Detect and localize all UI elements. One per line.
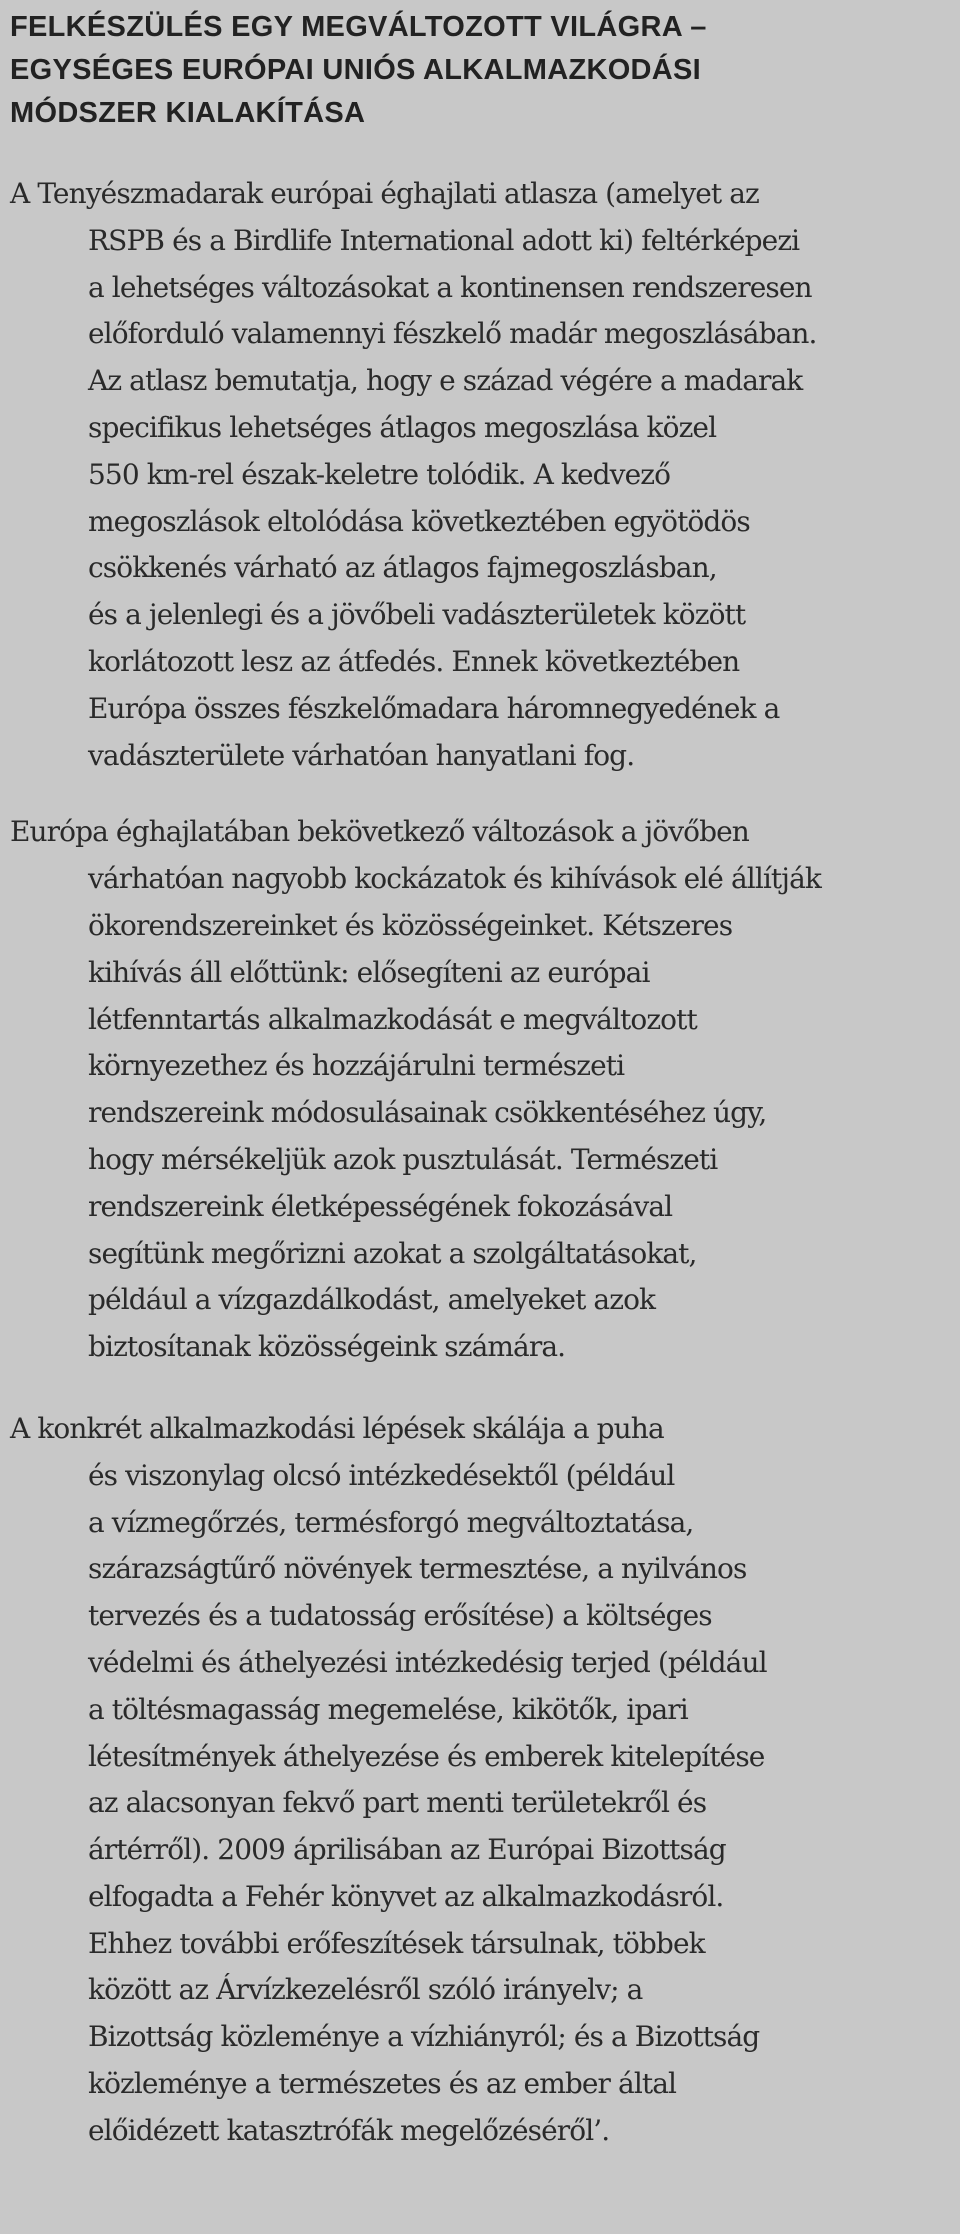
paragraph-bird-atlas xyxy=(10,171,960,779)
paragraph-line: között az Árvízkezelésről szóló irányelv; a xyxy=(88,1973,643,2007)
paragraph-line: Bizottság közleménye a vízhiányról; és a Bizottság xyxy=(88,2020,760,2054)
paragraph-line: ártérről). 2009 áprilisában az Európai Bizottság xyxy=(88,1833,726,1867)
section-heading xyxy=(10,6,960,135)
paragraph-line: szárazságtűrő növények termesztése, a nyilvános xyxy=(88,1552,747,1586)
paragraph-line: rendszereink életképességének fokozásával xyxy=(88,1189,673,1223)
heading-line: MÓDSZER KIALAKÍTÁSA xyxy=(10,97,366,129)
paragraph-line: megoszlások eltolódása következtében egyötödös xyxy=(88,504,750,538)
paragraph-line: korlátozott lesz az átfedés. Ennek következtében xyxy=(88,644,740,678)
paragraph-line: és viszonylag olcsó intézkedésektől (például xyxy=(88,1458,675,1492)
paragraph-line: létfenntartás alkalmazkodását e megváltozott xyxy=(88,1002,697,1036)
paragraph-line: rendszereink módosulásainak csökkentéséhez úgy, xyxy=(88,1096,767,1130)
heading-line: EGYSÉGES EURÓPAI UNIÓS ALKALMAZKODÁSI xyxy=(10,54,702,86)
paragraph-line: A Tenyészmadarak európai éghajlati atlasza (amelyet az xyxy=(10,177,759,210)
paragraph-line: Az atlasz bemutatja, hogy e század végére a madarak xyxy=(88,364,803,398)
paragraph-line: ökorendszereinket és közösségeinket. Kétszeres xyxy=(88,908,733,942)
paragraph-line: vadászterülete várhatóan hanyatlani fog. xyxy=(88,738,635,772)
paragraph-line: tervezés és a tudatosság erősítése) a költséges xyxy=(88,1599,712,1633)
paragraph-climate-challenges xyxy=(10,809,960,1371)
paragraph-line: környezethez és hozzájárulni természeti xyxy=(88,1049,625,1083)
paragraph-line: biztosítanak közösségeink számára. xyxy=(88,1330,566,1364)
paragraph-line: elfogadta a Fehér könyvet az alkalmazkodásról. xyxy=(88,1879,724,1913)
paragraph-line: specifikus lehetséges átlagos megoszlása közel xyxy=(88,410,717,444)
paragraph-line: az alacsonyan fekvő part menti területekről és xyxy=(88,1786,707,1820)
heading-line: FELKÉSZÜLÉS EGY MEGVÁLTOZOTT VILÁGRA – xyxy=(10,11,707,43)
paragraph-line: 550 km-rel észak-keletre tolódik. A kedvező xyxy=(88,457,671,491)
paragraph-line: segítünk megőrizni azokat a szolgáltatásokat, xyxy=(88,1236,697,1270)
paragraph-line: A konkrét alkalmazkodási lépések skálája a puha xyxy=(10,1411,664,1445)
paragraph-adaptation-measures xyxy=(10,1406,960,2155)
paragraph-line: Ehhez további erőfeszítések társulnak, többek xyxy=(88,1926,705,1960)
paragraph-line: létesítmények áthelyezése és emberek kitelepítése xyxy=(88,1739,765,1773)
paragraph-line: például a vízgazdálkodást, amelyeket azok xyxy=(88,1283,656,1317)
paragraph-line: Európa éghajlatában bekövetkező változások a jövőben xyxy=(10,815,749,849)
paragraph-line: előidézett katasztrófák megelőzéséről’. xyxy=(88,2113,610,2147)
paragraph-line: kihívás áll előttünk: elősegíteni az európai xyxy=(88,955,650,989)
paragraph-line: csökkenés várható az átlagos fajmegoszlásban, xyxy=(88,551,717,585)
paragraph-line: védelmi és áthelyezési intézkedésig terjed (például xyxy=(88,1645,767,1679)
paragraph-line: Európa összes fészkelőmadara háromnegyedének a xyxy=(88,691,780,725)
paragraph-line: várhatóan nagyobb kockázatok és kihívások elé állítják xyxy=(88,862,821,896)
paragraph-line: és a jelenlegi és a jövőbeli vadászterületek között xyxy=(88,598,746,632)
paragraph-line: RSPB és a Birdlife International adott ki) feltérképezi xyxy=(88,223,800,257)
paragraph-line: előforduló valamennyi fészkelő madár megoszlásában. xyxy=(88,317,817,351)
paragraph-line: a töltésmagasság megemelése, kikötők, ipari xyxy=(88,1692,688,1726)
paragraph-line: a lehetséges változásokat a kontinensen rendszeresen xyxy=(88,270,812,304)
paragraph-line: közleménye a természetes és az ember által xyxy=(88,2067,677,2101)
paragraph-line: hogy mérsékeljük azok pusztulását. Természeti xyxy=(88,1142,718,1176)
paragraph-line: a vízmegőrzés, termésforgó megváltoztatása, xyxy=(88,1505,694,1539)
